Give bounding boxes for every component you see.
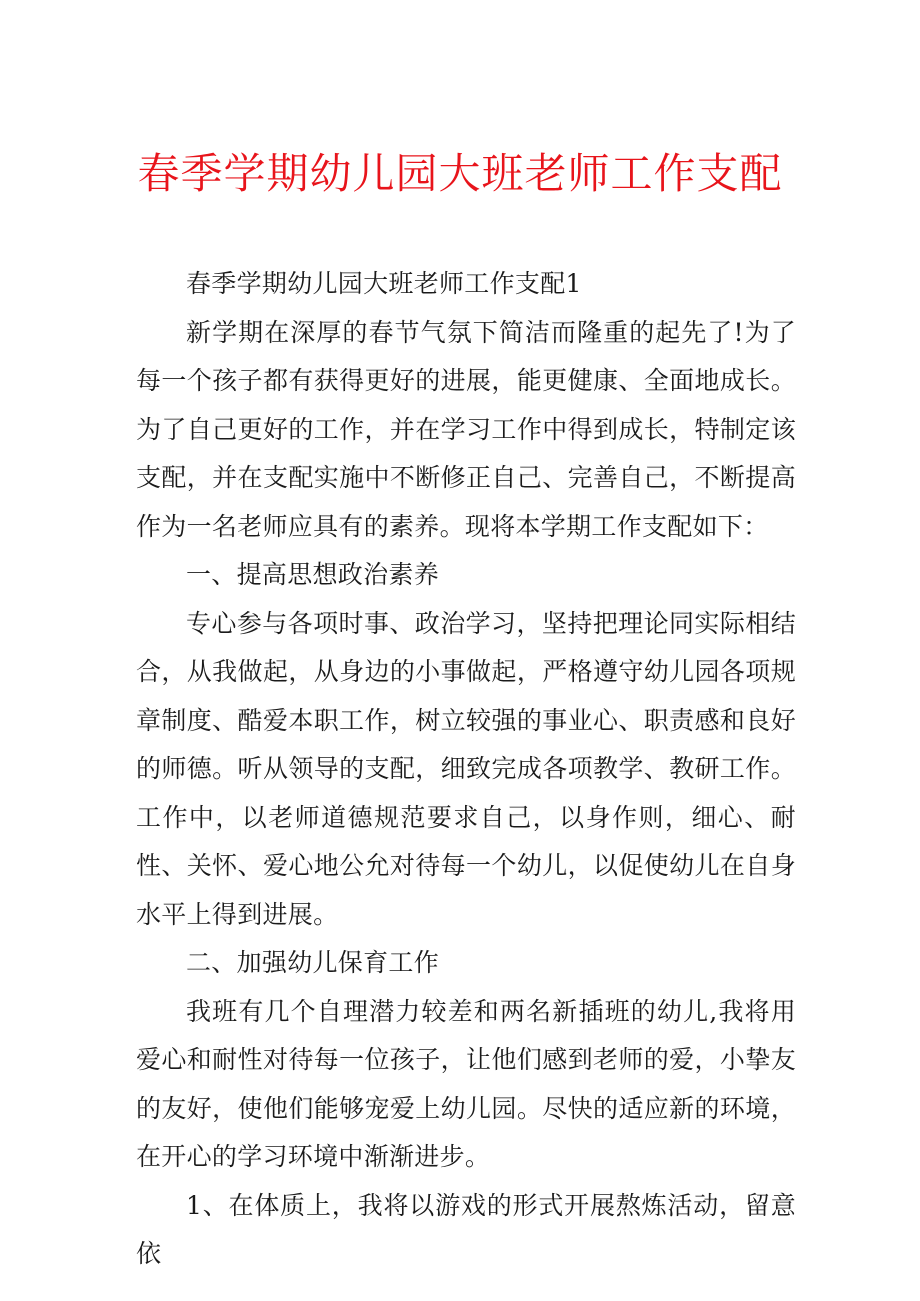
document-title: 春季学期幼儿园大班老师工作支配 — [137, 149, 783, 198]
paragraph-physique: 1、在体质上，我将以游戏的形式开展熬炼活动，留意依 — [136, 1190, 796, 1268]
section-heading-politics: 一、提高思想政治素养 — [186, 560, 440, 589]
paragraph-intro: 新学期在深厚的春节气氛下简洁而隆重的起先了!为了每一个孩子都有获得更好的进展，能更健康、全面地成长。为了自己更好的工作，并在学习工作中得到成长，特制定该支配，并在支配实施中不断修正自己、完善自己，不断提高作为一名老师应具有的素养。现将本学期工作支配如下： — [136, 317, 796, 541]
paragraph-childcare: 我班有几个自理潜力较差和两名新插班的幼儿,我将用爱心和耐性对待每一位孩子，让他们感到老师的爱，小挚友的友好，使他们能够宠爱上幼儿园。尽快的适应新的环境，在开心的学习环境中渐渐进步。 — [136, 996, 796, 1171]
paragraph-politics: 专心参与各项时事、政治学习，坚持把理论同实际相结合，从我做起，从身边的小事做起，严格遵守幼儿园各项规章制度、酷爱本职工作，树立较强的事业心、职责感和良好的师德。听从领导的支配，细致完成各项教学、教研工作。工作中，以老师道德规范要求自己，以身作则，细心、耐性、关怀、爱心地公允对待每一个幼儿，以促使幼儿在自身水平上得到进展。 — [136, 608, 796, 929]
document-body — [136, 260, 796, 1279]
section-heading-childcare: 二、加强幼儿保育工作 — [186, 948, 440, 977]
section-heading-plan-1: 春季学期幼儿园大班老师工作支配1 — [186, 269, 582, 298]
